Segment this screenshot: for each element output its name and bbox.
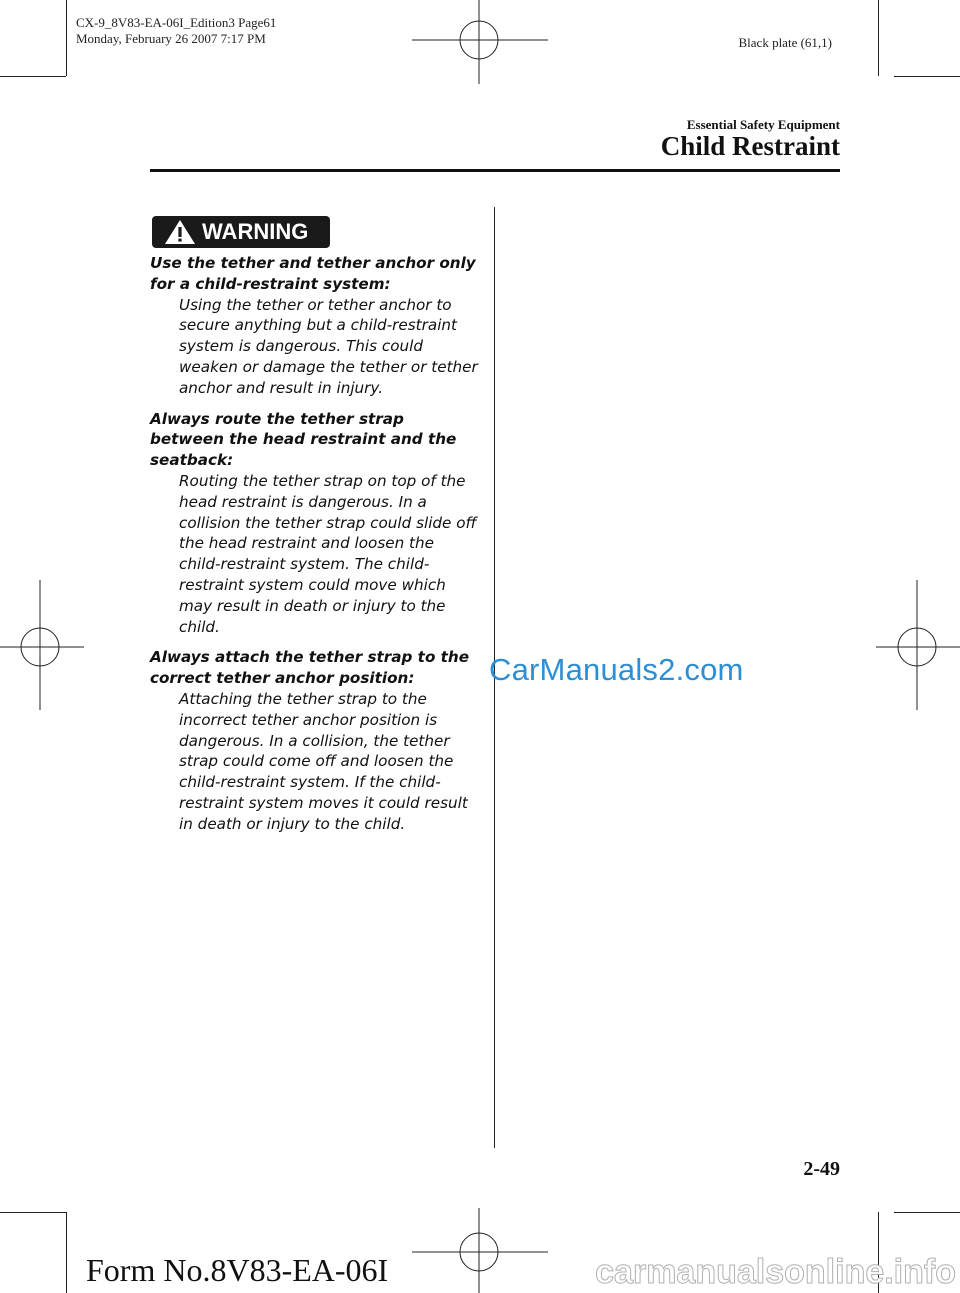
warning-item — [150, 253, 480, 399]
registration-mark-top — [412, 0, 548, 84]
registration-mark-right — [876, 580, 960, 710]
warning-badge — [152, 216, 330, 248]
header-rule — [150, 169, 840, 172]
page-title: Child Restraint — [660, 131, 840, 161]
registration-mark-left — [0, 580, 84, 710]
warning-label: WARNING — [202, 219, 309, 244]
warning-item-body: Attaching the tether strap to the incorrect tether anchor position is dangerous. In a collision, the tether strap could come off and loosen the child-restraint system. If the child-restraint system moves it could result in death or injury to the child. — [179, 689, 468, 833]
page-number: 2-49 — [803, 1158, 840, 1180]
warning-triangle-icon — [162, 217, 198, 247]
warning-item — [150, 647, 480, 834]
print-info-date: Monday, February 26 2007 7:17 PM — [76, 31, 266, 46]
warning-item-body: Routing the tether strap on top of the head restraint is dangerous. In a collision the tether strap could slide off the head restraint and loosen the child-restraint system. The child-restraint system could move which may result in death or injury to the child. — [179, 471, 477, 636]
warning-item-body: Using the tether or tether anchor to secure anything but a child-restraint system is dangerous. This could weaken or damage the tether or tether anchor and result in injury. — [179, 295, 478, 397]
print-info-file: CX-9_8V83-EA-06I_Edition3 Page61 — [76, 15, 277, 30]
section-label: Essential Safety Equipment — [686, 117, 840, 132]
plate-label: Black plate (61,1) — [738, 35, 832, 50]
svg-text:carmanualsonline.info: carmanualsonline.info — [595, 1253, 956, 1291]
form-number: Form No.8V83-EA-06I — [86, 1252, 389, 1288]
watermark: CarManuals2.com — [489, 652, 744, 687]
registration-mark-bottom — [412, 1208, 548, 1293]
warning-content — [150, 253, 480, 845]
site-watermark — [588, 1251, 960, 1293]
warning-item-heading: Use the tether and tether anchor only for a child-restraint system: — [150, 254, 476, 293]
warning-item-heading: Always attach the tether strap to the correct tether anchor position: — [150, 648, 470, 688]
warning-item-heading: Always route the tether strap between the head restraint and the seatback: — [150, 409, 457, 470]
print-info — [76, 15, 276, 47]
warning-item — [150, 409, 480, 638]
